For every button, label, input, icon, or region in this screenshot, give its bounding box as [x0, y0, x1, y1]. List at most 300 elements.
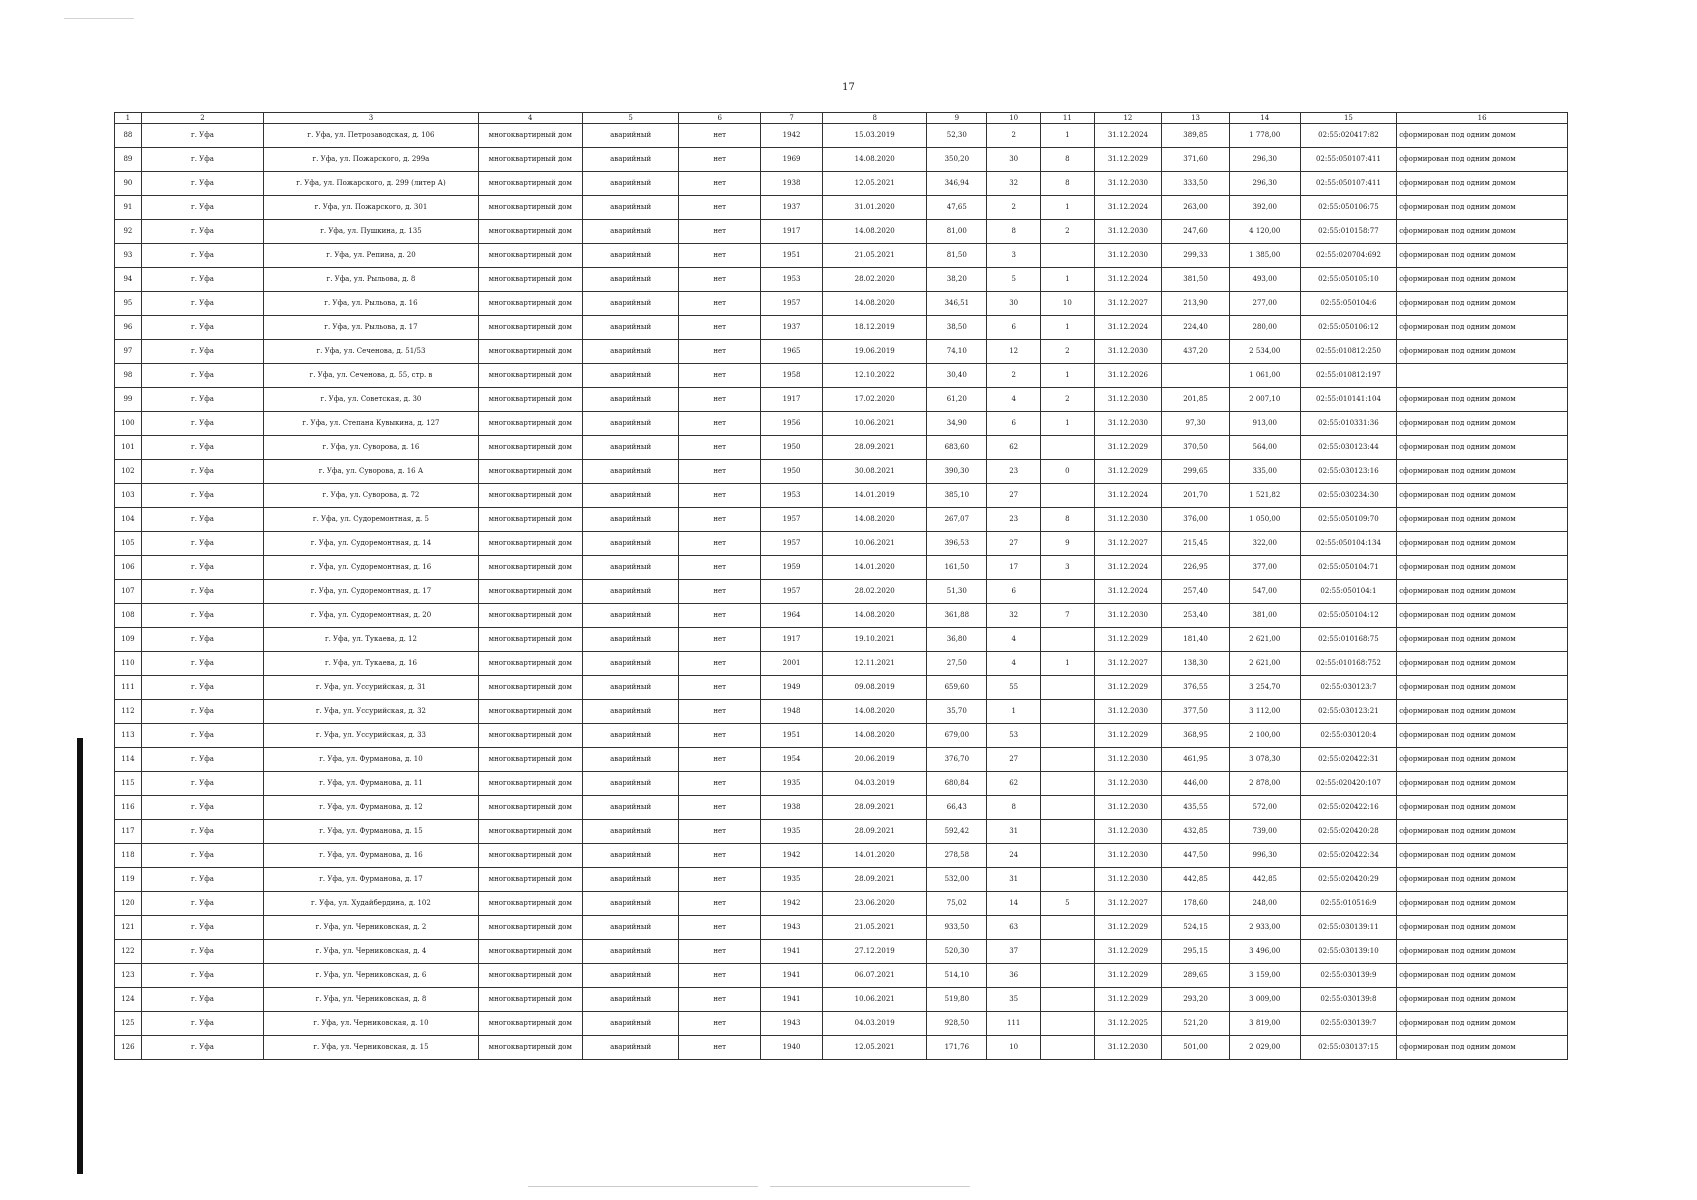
table-cell: 4: [987, 388, 1041, 412]
table-cell: аварийный: [582, 628, 679, 652]
table-cell: 293,20: [1162, 988, 1230, 1012]
table-cell: г. Уфа, ул. Фурманова, д. 10: [264, 748, 479, 772]
table-cell: [1041, 868, 1095, 892]
table-cell: 23.06.2020: [823, 892, 927, 916]
table-row: [115, 1036, 1568, 1060]
table-cell: многоквартирный дом: [478, 676, 582, 700]
column-header-11: 11: [1041, 113, 1095, 124]
table-cell: сформирован под одним домом: [1397, 700, 1568, 724]
table-cell: 1941: [760, 940, 822, 964]
column-header-8: 8: [823, 113, 927, 124]
table-cell: 31.12.2030: [1094, 388, 1162, 412]
scan-artifact-top-left: [64, 18, 134, 19]
table-cell: 02:55:030123:7: [1300, 676, 1397, 700]
table-cell: 28.09.2021: [823, 436, 927, 460]
table-cell: 10: [987, 1036, 1041, 1060]
table-cell: сформирован под одним домом: [1397, 556, 1568, 580]
table-cell: 2: [1041, 340, 1095, 364]
table-cell: 442,85: [1229, 868, 1300, 892]
table-row: [115, 580, 1568, 604]
table-cell: 1950: [760, 436, 822, 460]
table-cell: 226,95: [1162, 556, 1230, 580]
table-cell: 103: [115, 484, 142, 508]
table-cell: 547,00: [1229, 580, 1300, 604]
table-cell: г. Уфа, ул. Рыльова, д. 8: [264, 268, 479, 292]
table-cell: нет: [679, 772, 761, 796]
table-cell: аварийный: [582, 796, 679, 820]
table-cell: 31.12.2030: [1094, 1036, 1162, 1060]
table-cell: 28.09.2021: [823, 820, 927, 844]
table-cell: г. Уфа: [141, 268, 263, 292]
table-cell: 19.06.2019: [823, 340, 927, 364]
table-cell: 277,00: [1229, 292, 1300, 316]
table-cell: 31: [987, 868, 1041, 892]
table-cell: 02:55:020420:107: [1300, 772, 1397, 796]
table-cell: нет: [679, 124, 761, 148]
table-cell: [1041, 1036, 1095, 1060]
table-cell: г. Уфа, ул. Фурманова, д. 11: [264, 772, 479, 796]
table-cell: 97,30: [1162, 412, 1230, 436]
table-cell: 1 521,82: [1229, 484, 1300, 508]
column-header-12: 12: [1094, 113, 1162, 124]
table-row: [115, 460, 1568, 484]
table-cell: 02:55:020422:31: [1300, 748, 1397, 772]
table-row: [115, 988, 1568, 1012]
table-cell: 114: [115, 748, 142, 772]
table-cell: 101: [115, 436, 142, 460]
table-cell: сформирован под одним домом: [1397, 316, 1568, 340]
table-cell: 14.08.2020: [823, 508, 927, 532]
table-cell: г. Уфа, ул. Репина, д. 20: [264, 244, 479, 268]
table-cell: аварийный: [582, 172, 679, 196]
table-cell: 28.02.2020: [823, 580, 927, 604]
table-cell: 1958: [760, 364, 822, 388]
table-cell: 248,00: [1229, 892, 1300, 916]
table-cell: нет: [679, 196, 761, 220]
table-cell: сформирован под одним домом: [1397, 820, 1568, 844]
table-cell: 3: [987, 244, 1041, 268]
table-cell: 31.12.2024: [1094, 196, 1162, 220]
table-cell: аварийный: [582, 820, 679, 844]
table-cell: 55: [987, 676, 1041, 700]
table-row: [115, 820, 1568, 844]
table-cell: 14.08.2020: [823, 220, 927, 244]
table-cell: 111: [115, 676, 142, 700]
table-cell: 92: [115, 220, 142, 244]
table-cell: 31.12.2027: [1094, 652, 1162, 676]
table-cell: 592,42: [927, 820, 987, 844]
table-cell: 0: [1041, 460, 1095, 484]
table-cell: сформирован под одним домом: [1397, 724, 1568, 748]
table-cell: 8: [1041, 148, 1095, 172]
table-cell: 98: [115, 364, 142, 388]
table-cell: 1917: [760, 388, 822, 412]
table-cell: г. Уфа: [141, 412, 263, 436]
table-cell: многоквартирный дом: [478, 436, 582, 460]
table-cell: г. Уфа: [141, 892, 263, 916]
table-cell: нет: [679, 916, 761, 940]
table-cell: 31.12.2030: [1094, 172, 1162, 196]
table-cell: нет: [679, 148, 761, 172]
table-cell: 4 120,00: [1229, 220, 1300, 244]
table-cell: аварийный: [582, 580, 679, 604]
table-cell: многоквартирный дом: [478, 604, 582, 628]
table-cell: г. Уфа, ул. Судоремонтная, д. 14: [264, 532, 479, 556]
table-cell: 6: [987, 412, 1041, 436]
table-cell: 28.09.2021: [823, 868, 927, 892]
table-cell: 30: [987, 148, 1041, 172]
table-cell: [1041, 820, 1095, 844]
table-cell: 14.01.2020: [823, 844, 927, 868]
table-cell: аварийный: [582, 268, 679, 292]
table-cell: 21.05.2021: [823, 916, 927, 940]
table-cell: сформирован под одним домом: [1397, 436, 1568, 460]
table-cell: многоквартирный дом: [478, 292, 582, 316]
table-cell: г. Уфа, ул. Черниковская, д. 4: [264, 940, 479, 964]
table-cell: многоквартирный дом: [478, 364, 582, 388]
table-cell: 02:55:050106:75: [1300, 196, 1397, 220]
table-cell: 1935: [760, 820, 822, 844]
table-cell: 38,20: [927, 268, 987, 292]
table-cell: аварийный: [582, 532, 679, 556]
table-cell: 2 878,00: [1229, 772, 1300, 796]
table-cell: г. Уфа, ул. Уссурийская, д. 31: [264, 676, 479, 700]
table-cell: аварийный: [582, 844, 679, 868]
table-cell: аварийный: [582, 868, 679, 892]
table-cell: аварийный: [582, 772, 679, 796]
table-cell: сформирован под одним домом: [1397, 868, 1568, 892]
table-cell: 14.08.2020: [823, 700, 927, 724]
table-cell: сформирован под одним домом: [1397, 964, 1568, 988]
table-cell: 1: [1041, 412, 1095, 436]
table-cell: нет: [679, 244, 761, 268]
table-cell: 1: [1041, 268, 1095, 292]
table-cell: г. Уфа: [141, 196, 263, 220]
table-cell: многоквартирный дом: [478, 772, 582, 796]
table-cell: 02:55:030139:9: [1300, 964, 1397, 988]
table-cell: нет: [679, 676, 761, 700]
table-cell: 446,00: [1162, 772, 1230, 796]
table-row: [115, 316, 1568, 340]
table-cell: 299,33: [1162, 244, 1230, 268]
table-cell: 267,07: [927, 508, 987, 532]
table-cell: г. Уфа: [141, 628, 263, 652]
table-cell: 4: [987, 628, 1041, 652]
table-cell: 28.09.2021: [823, 796, 927, 820]
table-row: [115, 244, 1568, 268]
table-cell: 31: [987, 820, 1041, 844]
table-cell: аварийный: [582, 1012, 679, 1036]
table-cell: сформирован под одним домом: [1397, 844, 1568, 868]
table-cell: аварийный: [582, 892, 679, 916]
table-cell: 1: [1041, 652, 1095, 676]
table-cell: аварийный: [582, 652, 679, 676]
table-cell: 392,00: [1229, 196, 1300, 220]
table-cell: 442,85: [1162, 868, 1230, 892]
table-cell: 31.12.2030: [1094, 700, 1162, 724]
table-cell: сформирован под одним домом: [1397, 172, 1568, 196]
table-cell: 7: [1041, 604, 1095, 628]
table-cell: аварийный: [582, 364, 679, 388]
table-cell: нет: [679, 340, 761, 364]
table-cell: 02:55:030139:8: [1300, 988, 1397, 1012]
table-cell: 739,00: [1229, 820, 1300, 844]
table-cell: 20.06.2019: [823, 748, 927, 772]
table-cell: 5: [987, 268, 1041, 292]
table-cell: 1942: [760, 892, 822, 916]
table-cell: 14.08.2020: [823, 604, 927, 628]
table-cell: 215,45: [1162, 532, 1230, 556]
table-cell: 224,40: [1162, 316, 1230, 340]
table-cell: 34,90: [927, 412, 987, 436]
table-cell: 350,20: [927, 148, 987, 172]
table-cell: г. Уфа, ул. Пушкина, д. 135: [264, 220, 479, 244]
table-cell: г. Уфа, ул. Черниковская, д. 10: [264, 1012, 479, 1036]
table-cell: г. Уфа: [141, 220, 263, 244]
table-cell: г. Уфа: [141, 388, 263, 412]
table-cell: [1041, 940, 1095, 964]
table-cell: 02:55:050106:12: [1300, 316, 1397, 340]
table-cell: нет: [679, 844, 761, 868]
table-cell: 5: [1041, 892, 1095, 916]
table-cell: 18.12.2019: [823, 316, 927, 340]
table-row: [115, 892, 1568, 916]
table-cell: [1041, 580, 1095, 604]
table-cell: 62: [987, 436, 1041, 460]
table-cell: сформирован под одним домом: [1397, 220, 1568, 244]
table-cell: г. Уфа: [141, 340, 263, 364]
table-cell: аварийный: [582, 388, 679, 412]
table-cell: г. Уфа: [141, 1036, 263, 1060]
table-cell: аварийный: [582, 340, 679, 364]
table-cell: аварийный: [582, 748, 679, 772]
table-cell: нет: [679, 700, 761, 724]
table-cell: нет: [679, 628, 761, 652]
table-cell: 74,10: [927, 340, 987, 364]
table-cell: г. Уфа: [141, 1012, 263, 1036]
table-cell: 2 100,00: [1229, 724, 1300, 748]
table-cell: нет: [679, 868, 761, 892]
table-cell: нет: [679, 172, 761, 196]
table-cell: г. Уфа: [141, 604, 263, 628]
table-cell: сформирован под одним домом: [1397, 148, 1568, 172]
table-cell: 1957: [760, 508, 822, 532]
table-cell: 928,50: [927, 1012, 987, 1036]
table-cell: 381,00: [1229, 604, 1300, 628]
table-cell: 124: [115, 988, 142, 1012]
table-cell: 1943: [760, 916, 822, 940]
table-cell: 263,00: [1162, 196, 1230, 220]
table-cell: аварийный: [582, 244, 679, 268]
table-cell: 106: [115, 556, 142, 580]
table-cell: 04.03.2019: [823, 1012, 927, 1036]
table-cell: 1942: [760, 124, 822, 148]
table-cell: аварийный: [582, 604, 679, 628]
column-header-9: 9: [927, 113, 987, 124]
table-cell: г. Уфа, ул. Пожарского, д. 299 (литер А): [264, 172, 479, 196]
table-row: [115, 748, 1568, 772]
register-table: [114, 112, 1568, 1060]
table-cell: 122: [115, 940, 142, 964]
table-row: [115, 844, 1568, 868]
table-cell: г. Уфа: [141, 868, 263, 892]
table-cell: аварийный: [582, 412, 679, 436]
table-cell: г. Уфа, ул. Уссурийская, д. 32: [264, 700, 479, 724]
table-cell: нет: [679, 484, 761, 508]
table-cell: 1969: [760, 148, 822, 172]
table-cell: сформирован под одним домом: [1397, 580, 1568, 604]
table-cell: г. Уфа: [141, 244, 263, 268]
table-cell: 06.07.2021: [823, 964, 927, 988]
table-cell: г. Уфа, ул. Сеченова, д. 51/53: [264, 340, 479, 364]
table-cell: 138,30: [1162, 652, 1230, 676]
table-cell: 117: [115, 820, 142, 844]
table-cell: 111: [987, 1012, 1041, 1036]
table-cell: 1950: [760, 460, 822, 484]
table-cell: 390,30: [927, 460, 987, 484]
table-cell: 376,00: [1162, 508, 1230, 532]
table-cell: 02:55:050104:12: [1300, 604, 1397, 628]
table-row: [115, 364, 1568, 388]
table-cell: сформирован под одним домом: [1397, 652, 1568, 676]
table-cell: 437,20: [1162, 340, 1230, 364]
table-cell: 1953: [760, 268, 822, 292]
table-cell: сформирован под одним домом: [1397, 772, 1568, 796]
table-cell: многоквартирный дом: [478, 724, 582, 748]
table-cell: нет: [679, 892, 761, 916]
table-cell: нет: [679, 532, 761, 556]
table-row: [115, 172, 1568, 196]
table-cell: [1041, 1012, 1095, 1036]
table-cell: [1041, 916, 1095, 940]
table-cell: г. Уфа, ул. Тукаева, д. 16: [264, 652, 479, 676]
table-cell: 02:55:050104:134: [1300, 532, 1397, 556]
table-cell: многоквартирный дом: [478, 508, 582, 532]
table-cell: 30,40: [927, 364, 987, 388]
table-cell: 02:55:050104:71: [1300, 556, 1397, 580]
table-cell: 27: [987, 748, 1041, 772]
table-cell: 36,80: [927, 628, 987, 652]
table-cell: нет: [679, 460, 761, 484]
table-cell: нет: [679, 1012, 761, 1036]
table-cell: 368,95: [1162, 724, 1230, 748]
table-cell: 1942: [760, 844, 822, 868]
table-cell: нет: [679, 604, 761, 628]
table-cell: 8: [1041, 172, 1095, 196]
table-cell: аварийный: [582, 988, 679, 1012]
table-cell: 21.05.2021: [823, 244, 927, 268]
table-cell: 346,51: [927, 292, 987, 316]
table-cell: сформирован под одним домом: [1397, 1036, 1568, 1060]
table-cell: г. Уфа: [141, 820, 263, 844]
table-cell: 31.12.2029: [1094, 964, 1162, 988]
table-cell: 10.06.2021: [823, 532, 927, 556]
table-cell: 3 112,00: [1229, 700, 1300, 724]
table-cell: г. Уфа, ул. Судоремонтная, д. 5: [264, 508, 479, 532]
table-cell: г. Уфа: [141, 124, 263, 148]
table-row: [115, 1012, 1568, 1036]
table-cell: многоквартирный дом: [478, 580, 582, 604]
table-cell: г. Уфа, ул. Черниковская, д. 15: [264, 1036, 479, 1060]
table-cell: 118: [115, 844, 142, 868]
table-cell: г. Уфа, ул. Советская, д. 30: [264, 388, 479, 412]
table-cell: 14.08.2020: [823, 292, 927, 316]
table-cell: 17.02.2020: [823, 388, 927, 412]
table-cell: многоквартирный дом: [478, 892, 582, 916]
table-cell: [1041, 724, 1095, 748]
table-row: [115, 436, 1568, 460]
table-cell: г. Уфа: [141, 844, 263, 868]
table-cell: 1957: [760, 292, 822, 316]
table-cell: 23: [987, 508, 1041, 532]
table-cell: 201,85: [1162, 388, 1230, 412]
table-cell: аварийный: [582, 676, 679, 700]
table-cell: г. Уфа, ул. Судоремонтная, д. 16: [264, 556, 479, 580]
column-header-10: 10: [987, 113, 1041, 124]
table-cell: нет: [679, 796, 761, 820]
table-cell: 27.12.2019: [823, 940, 927, 964]
table-cell: 100: [115, 412, 142, 436]
table-cell: 295,15: [1162, 940, 1230, 964]
table-cell: сформирован под одним домом: [1397, 628, 1568, 652]
table-cell: 493,00: [1229, 268, 1300, 292]
table-cell: аварийный: [582, 724, 679, 748]
table-cell: 109: [115, 628, 142, 652]
table-cell: 32: [987, 172, 1041, 196]
table-cell: 519,80: [927, 988, 987, 1012]
table-cell: 02:55:020422:34: [1300, 844, 1397, 868]
table-row: [115, 556, 1568, 580]
table-cell: сформирован под одним домом: [1397, 196, 1568, 220]
table-cell: [1041, 844, 1095, 868]
table-cell: 125: [115, 1012, 142, 1036]
table-cell: 31.12.2029: [1094, 916, 1162, 940]
table-cell: г. Уфа, ул. Петрозаводская, д. 106: [264, 124, 479, 148]
table-cell: 53: [987, 724, 1041, 748]
column-header-5: 5: [582, 113, 679, 124]
table-cell: 2 534,00: [1229, 340, 1300, 364]
table-cell: нет: [679, 940, 761, 964]
table-cell: многоквартирный дом: [478, 484, 582, 508]
table-cell: 171,76: [927, 1036, 987, 1060]
table-cell: 381,50: [1162, 268, 1230, 292]
table-cell: г. Уфа: [141, 292, 263, 316]
table-cell: 30.08.2021: [823, 460, 927, 484]
table-cell: 296,30: [1229, 172, 1300, 196]
table-cell: г. Уфа: [141, 148, 263, 172]
table-cell: 02:55:010158:77: [1300, 220, 1397, 244]
table-row: [115, 340, 1568, 364]
table-cell: 996,30: [1229, 844, 1300, 868]
table-cell: 289,65: [1162, 964, 1230, 988]
table-cell: многоквартирный дом: [478, 316, 582, 340]
table-cell: 31.12.2029: [1094, 628, 1162, 652]
table-cell: 31.12.2030: [1094, 820, 1162, 844]
table-row: [115, 868, 1568, 892]
table-cell: 47,65: [927, 196, 987, 220]
table-cell: 6: [987, 580, 1041, 604]
table-cell: 1948: [760, 700, 822, 724]
table-cell: многоквартирный дом: [478, 868, 582, 892]
table-cell: 110: [115, 652, 142, 676]
table-cell: 1935: [760, 772, 822, 796]
table-row: [115, 676, 1568, 700]
table-cell: 02:55:050107:411: [1300, 148, 1397, 172]
table-cell: [1041, 700, 1095, 724]
table-cell: 126: [115, 1036, 142, 1060]
table-cell: г. Уфа: [141, 652, 263, 676]
table-cell: г. Уфа: [141, 532, 263, 556]
